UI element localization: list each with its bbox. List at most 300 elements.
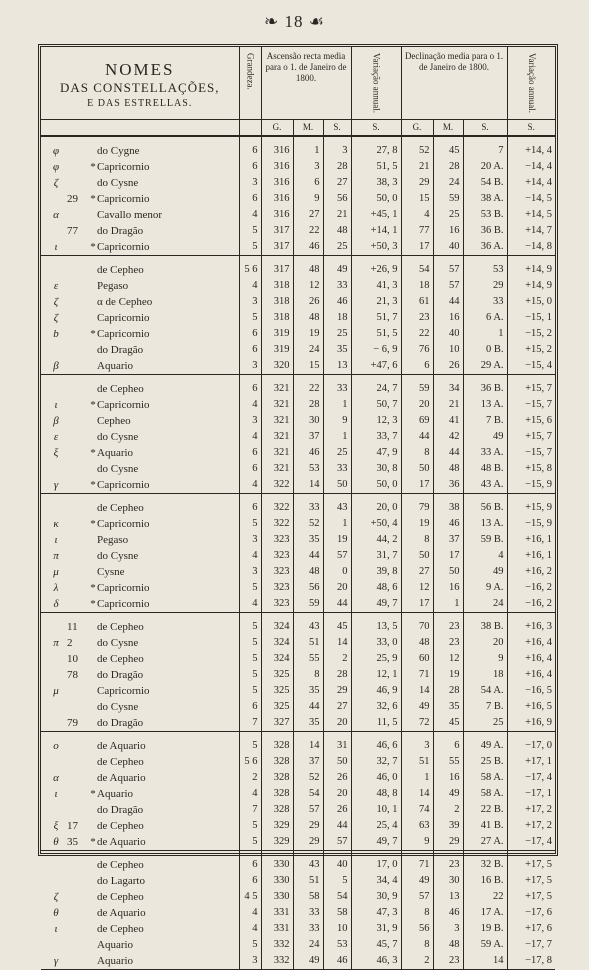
dec-variation-cell: +14, 9 (507, 255, 555, 278)
star-mark: * (90, 787, 96, 800)
variacao-ascensao-subheader: S. (351, 119, 401, 136)
star-name: Cepheo (97, 414, 131, 427)
dec-direction: A. (493, 311, 504, 323)
star-name-cell (41, 596, 239, 613)
ra-variation-cell: 47, 9 (351, 445, 401, 461)
star-name-cell (41, 683, 239, 699)
dec-seconds-value: 36 (480, 240, 492, 252)
dec-seconds-cell (463, 802, 507, 818)
page-number-text: 18 (284, 12, 304, 31)
star-name: de Cepheo (97, 922, 144, 935)
ra-seconds-cell: 21 (323, 207, 351, 223)
ra-minutes-cell: 24 (293, 937, 323, 953)
dec-variation-cell: +16, 2 (507, 564, 555, 580)
magnitude-cell: 5 (239, 580, 261, 596)
ra-minutes-cell: 6 (293, 175, 323, 191)
dec-minutes-cell: 30 (433, 873, 463, 889)
ra-seconds-cell: 40 (323, 850, 351, 873)
dec-seconds-cell (463, 175, 507, 191)
dec-direction: B. (493, 343, 504, 355)
dec-seconds-cell (463, 397, 507, 413)
flamsteed-number: 11 (67, 620, 78, 633)
table-row (41, 445, 555, 461)
ra-seconds-cell: 26 (323, 802, 351, 818)
ra-minutes-cell: 35 (293, 683, 323, 699)
ra-minutes-cell: 46 (293, 445, 323, 461)
dec-seconds-value: 13 (480, 398, 492, 410)
dec-direction: B. (493, 414, 504, 426)
star-name: do Dragão (97, 668, 144, 681)
magnitude-cell: 6 (239, 191, 261, 207)
table-row (41, 699, 555, 715)
dec-degrees-cell: 49 (401, 699, 433, 715)
ra-degrees-cell: 322 (261, 477, 293, 494)
dec-degrees-cell: 27 (401, 564, 433, 580)
ra-variation-cell: 25, 4 (351, 818, 401, 834)
magnitude-cell: 4 (239, 596, 261, 613)
greek-letter: ζ (53, 311, 59, 324)
ra-minutes-cell: 58 (293, 889, 323, 905)
dec-seconds-value: 53 (480, 208, 492, 220)
dec-degrees-cell: 6 (401, 358, 433, 375)
dec-seconds-cell (463, 889, 507, 905)
ra-minutes-cell: 43 (293, 612, 323, 635)
ra-degrees-cell: 322 (261, 516, 293, 532)
ra-degrees-cell: 329 (261, 818, 293, 834)
star-name: Aquario (97, 954, 134, 967)
table-row (41, 953, 555, 970)
magnitude-cell: 6 (239, 374, 261, 397)
star-name: do Dragão (97, 343, 144, 356)
dec-degrees-cell: 76 (401, 342, 433, 358)
dec-minutes-cell: 16 (433, 580, 463, 596)
table-row (41, 651, 555, 667)
ra-minutes-cell: 22 (293, 223, 323, 239)
dec-variation-cell: +17, 5 (507, 873, 555, 889)
star-name: de Aquario (97, 771, 146, 784)
ra-variation-cell: 25, 9 (351, 651, 401, 667)
table-row (41, 255, 555, 278)
table-row (41, 310, 555, 326)
dec-seconds-cell (463, 548, 507, 564)
ra-seconds-cell: 28 (323, 159, 351, 175)
dec-seconds-cell (463, 413, 507, 429)
magnitude-cell: 4 (239, 548, 261, 564)
magnitude-cell: 5 (239, 834, 261, 851)
star-name-cell (41, 937, 239, 953)
dec-seconds-cell (463, 612, 507, 635)
dec-minutes-cell: 13 (433, 889, 463, 905)
dec-seconds-value: 49 (480, 739, 492, 751)
dec-seconds-cell (463, 136, 507, 159)
table-row (41, 596, 555, 613)
dec-direction: B. (493, 176, 504, 188)
star-name: do Dragão (97, 224, 144, 237)
dec-minutes-cell: 57 (433, 278, 463, 294)
star-name: do Cysne (97, 636, 139, 649)
star-name-cell (41, 159, 239, 175)
star-name: do Cysne (97, 549, 139, 562)
dec-minutes-cell: 46 (433, 905, 463, 921)
table-row (41, 850, 555, 873)
ra-minutes-cell: 19 (293, 326, 323, 342)
dec-seconds-value: 25 (493, 716, 504, 728)
dec-seconds-value: 24 (493, 597, 504, 609)
dec-seconds-value: 29 (480, 359, 492, 371)
star-mark: * (90, 835, 96, 848)
ra-degrees-cell: 324 (261, 635, 293, 651)
dec-degrees-cell: 14 (401, 786, 433, 802)
dec-seconds-value: 59 (480, 533, 492, 545)
ra-seconds-cell: 43 (323, 493, 351, 516)
star-name: de Cepheo (97, 501, 144, 514)
ra-degrees-cell: 321 (261, 397, 293, 413)
ra-minutes-cell: 35 (293, 532, 323, 548)
title-line-2: DAS CONSTELLAÇÕES, (59, 80, 220, 95)
ra-degrees-cell: 321 (261, 413, 293, 429)
star-name-cell (41, 834, 239, 851)
dec-degrees-cell: 61 (401, 294, 433, 310)
dec-degrees-cell: 4 (401, 207, 433, 223)
dec-seconds-value: 9 (486, 581, 492, 593)
greek-letter: γ (53, 954, 59, 967)
declinacao-g-subheader: G. (401, 119, 433, 136)
table-row (41, 532, 555, 548)
dec-degrees-cell: 48 (401, 635, 433, 651)
star-name: de Cepheo (97, 382, 144, 395)
table-row (41, 786, 555, 802)
dec-minutes-cell: 23 (433, 635, 463, 651)
ra-degrees-cell: 317 (261, 255, 293, 278)
star-name-cell (41, 477, 239, 494)
ra-variation-cell: 46, 9 (351, 683, 401, 699)
ra-variation-cell: 51, 5 (351, 159, 401, 175)
greek-letter: ε (53, 430, 59, 443)
greek-letter: φ (52, 160, 60, 173)
star-name: do Cysne (97, 176, 139, 189)
ra-variation-cell: +50, 4 (351, 516, 401, 532)
greek-letter: β (53, 414, 59, 427)
dec-variation-cell: +17, 1 (507, 754, 555, 770)
magnitude-cell: 7 (239, 715, 261, 732)
star-name: Capricornio (97, 398, 150, 411)
star-name-cell (41, 255, 239, 278)
star-name: de Cepheo (97, 755, 144, 768)
star-name-cell (41, 905, 239, 921)
star-name: Aquario (97, 787, 134, 800)
dec-variation-cell: −16, 5 (507, 683, 555, 699)
star-name-cell (41, 326, 239, 342)
ra-variation-cell: +45, 1 (351, 207, 401, 223)
ra-degrees-cell: 328 (261, 786, 293, 802)
dec-variation-cell: −14, 4 (507, 159, 555, 175)
ra-minutes-cell: 57 (293, 802, 323, 818)
dec-minutes-cell: 16 (433, 770, 463, 786)
ra-minutes-cell: 48 (293, 255, 323, 278)
dec-minutes-cell: 37 (433, 532, 463, 548)
dec-minutes-cell: 24 (433, 175, 463, 191)
dec-degrees-cell: 2 (401, 953, 433, 970)
ra-seconds-cell: 35 (323, 342, 351, 358)
dec-degrees-cell: 57 (401, 889, 433, 905)
dec-seconds-cell (463, 596, 507, 613)
greek-letter: ξ (53, 446, 59, 459)
dec-seconds-cell (463, 278, 507, 294)
ra-minutes-cell: 30 (293, 413, 323, 429)
star-name-cell (41, 802, 239, 818)
magnitude-cell: 6 (239, 326, 261, 342)
greek-letter: ι (54, 240, 58, 253)
magnitude-cell: 6 (239, 342, 261, 358)
star-name: de Cepheo (97, 819, 144, 832)
dec-minutes-cell: 38 (433, 493, 463, 516)
ra-seconds-cell: 25 (323, 326, 351, 342)
ornament-right-icon: ☙ (303, 12, 325, 31)
dec-seconds-value: 7 (498, 144, 504, 156)
dec-direction: A. (493, 771, 504, 783)
dec-seconds-cell (463, 358, 507, 375)
dec-variation-cell: +15, 2 (507, 342, 555, 358)
magnitude-cell: 4 (239, 278, 261, 294)
dec-variation-cell: +15, 0 (507, 294, 555, 310)
dec-variation-cell: +17, 6 (507, 921, 555, 937)
ra-degrees-cell: 321 (261, 461, 293, 477)
dec-seconds-cell (463, 850, 507, 873)
ra-variation-cell: 44, 2 (351, 532, 401, 548)
dec-seconds-cell (463, 770, 507, 786)
dec-variation-cell: −17, 4 (507, 834, 555, 851)
greek-letter: ι (54, 398, 58, 411)
dec-minutes-cell: 55 (433, 754, 463, 770)
magnitude-cell: 5 (239, 683, 261, 699)
ra-minutes-cell: 26 (293, 294, 323, 310)
magnitude-cell: 5 6 (239, 255, 261, 278)
table-row (41, 580, 555, 596)
dec-minutes-cell: 39 (433, 818, 463, 834)
dec-direction: A. (493, 906, 504, 918)
ra-minutes-cell: 33 (293, 921, 323, 937)
dec-seconds-value: 29 (493, 279, 504, 291)
dec-minutes-cell: 6 (433, 731, 463, 754)
dec-degrees-cell: 18 (401, 278, 433, 294)
star-name-cell (41, 207, 239, 223)
ra-variation-cell: 27, 8 (351, 136, 401, 159)
star-name: do Cysne (97, 430, 139, 443)
ra-variation-cell: +50, 3 (351, 239, 401, 256)
dec-variation-cell: +16, 1 (507, 532, 555, 548)
ra-degrees-cell: 330 (261, 873, 293, 889)
table-row (41, 754, 555, 770)
dec-variation-cell: −17, 8 (507, 953, 555, 970)
dec-seconds-cell (463, 294, 507, 310)
star-name-cell (41, 223, 239, 239)
greek-letter: φ (52, 144, 60, 157)
dec-minutes-cell: 10 (433, 342, 463, 358)
table-row (41, 612, 555, 635)
dec-degrees-cell: 77 (401, 223, 433, 239)
variacao-ascensao-header: Variação annual. (351, 47, 401, 119)
magnitude-cell: 5 (239, 667, 261, 683)
ra-minutes-cell: 14 (293, 477, 323, 494)
title-line-1: NOMES (104, 60, 175, 79)
dec-seconds-cell (463, 667, 507, 683)
ra-degrees-cell: 330 (261, 889, 293, 905)
dec-minutes-cell: 48 (433, 937, 463, 953)
dec-seconds-value: 38 (480, 620, 492, 632)
magnitude-cell: 2 (239, 770, 261, 786)
star-name-cell (41, 445, 239, 461)
dec-degrees-cell: 74 (401, 802, 433, 818)
ra-degrees-cell: 330 (261, 850, 293, 873)
dec-degrees-cell: 79 (401, 493, 433, 516)
ra-seconds-cell: 53 (323, 937, 351, 953)
ra-variation-cell: 48, 8 (351, 786, 401, 802)
dec-variation-cell: +14, 9 (507, 278, 555, 294)
flamsteed-number: 78 (67, 668, 78, 681)
star-name-cell (41, 342, 239, 358)
ra-variation-cell: +14, 1 (351, 223, 401, 239)
dec-seconds-cell (463, 683, 507, 699)
dec-seconds-value: 56 (480, 501, 492, 513)
dec-seconds-value: 49 (493, 430, 504, 442)
table-row (41, 889, 555, 905)
dec-seconds-value: 17 (480, 906, 492, 918)
dec-variation-cell: +15, 7 (507, 374, 555, 397)
dec-minutes-cell: 45 (433, 715, 463, 732)
dec-direction: B. (493, 755, 504, 767)
magnitude-cell: 3 (239, 532, 261, 548)
dec-direction: B. (493, 462, 504, 474)
dec-direction: B. (493, 501, 504, 513)
dec-seconds-value: 38 (480, 192, 492, 204)
ra-seconds-cell: 10 (323, 921, 351, 937)
star-name: Capricornio (97, 517, 150, 530)
ornament-left-icon: ❧ (264, 12, 285, 31)
dec-seconds-value: 43 (480, 478, 492, 490)
dec-direction: A. (493, 398, 504, 410)
table-row (41, 239, 555, 256)
dec-seconds-cell (463, 564, 507, 580)
ra-degrees-cell: 323 (261, 532, 293, 548)
dec-direction: A. (493, 359, 504, 371)
title-line-3: E DAS ESTRELLAS. (87, 98, 193, 109)
dec-seconds-cell (463, 953, 507, 970)
ra-variation-cell: +26, 9 (351, 255, 401, 278)
ra-degrees-cell: 317 (261, 239, 293, 256)
dec-variation-cell: −17, 6 (507, 905, 555, 921)
star-name-cell (41, 191, 239, 207)
magnitude-cell: 5 6 (239, 754, 261, 770)
dec-degrees-cell: 22 (401, 326, 433, 342)
star-name: de Cepheo (97, 263, 144, 276)
table-row (41, 159, 555, 175)
dec-variation-cell: +17, 5 (507, 889, 555, 905)
magnitude-cell: 6 (239, 873, 261, 889)
dec-degrees-cell: 15 (401, 191, 433, 207)
ra-minutes-cell: 1 (293, 136, 323, 159)
magnitude-cell: 6 (239, 850, 261, 873)
dec-seconds-value: 41 (480, 819, 492, 831)
greek-letter: ε (53, 279, 59, 292)
ra-degrees-cell: 318 (261, 278, 293, 294)
magnitude-cell: 4 (239, 477, 261, 494)
star-name: do Dragão (97, 803, 144, 816)
ra-degrees-cell: 328 (261, 754, 293, 770)
dec-degrees-cell: 17 (401, 477, 433, 494)
ra-variation-cell: 51, 7 (351, 310, 401, 326)
ra-degrees-cell: 316 (261, 175, 293, 191)
dec-degrees-cell: 72 (401, 715, 433, 732)
star-mark: * (90, 240, 96, 253)
greek-letter: π (53, 636, 59, 649)
dec-seconds-value: 58 (480, 771, 492, 783)
magnitude-cell: 5 (239, 731, 261, 754)
ra-variation-cell: 47, 3 (351, 905, 401, 921)
star-name: de Aquario (97, 906, 146, 919)
dec-degrees-cell: 23 (401, 310, 433, 326)
table-row (41, 873, 555, 889)
ra-degrees-cell: 331 (261, 921, 293, 937)
dec-direction: A. (493, 739, 504, 751)
dec-direction: A. (493, 517, 504, 529)
ra-seconds-cell: 58 (323, 905, 351, 921)
dec-variation-cell: +17, 5 (507, 850, 555, 873)
dec-direction: A. (493, 446, 504, 458)
greek-letter: μ (53, 684, 59, 697)
grandeza-header: Grandeza. (239, 47, 261, 119)
star-name: Capricornio (97, 597, 150, 610)
star-name: Capricornio (97, 478, 150, 491)
dec-direction: B. (493, 858, 504, 870)
greek-letter: b (53, 327, 59, 340)
ra-minutes-cell: 15 (293, 358, 323, 375)
dec-seconds-value: 22 (493, 890, 504, 902)
ra-degrees-cell: 327 (261, 715, 293, 732)
dec-minutes-cell: 28 (433, 683, 463, 699)
table-row (41, 191, 555, 207)
dec-minutes-cell: 45 (433, 136, 463, 159)
star-name: de Aquario (97, 739, 146, 752)
greek-letter: ζ (53, 176, 59, 189)
ra-minutes-cell: 46 (293, 239, 323, 256)
star-mark: * (90, 160, 96, 173)
ascensao-s-subheader: S. (323, 119, 351, 136)
table-row (41, 477, 555, 494)
dec-degrees-cell: 17 (401, 596, 433, 613)
ra-seconds-cell: 29 (323, 683, 351, 699)
dec-variation-cell: +15, 6 (507, 413, 555, 429)
dec-degrees-cell: 69 (401, 413, 433, 429)
magnitude-cell: 3 (239, 358, 261, 375)
dec-direction: B. (493, 700, 504, 712)
star-name: Capricornio (97, 160, 150, 173)
dec-variation-cell: +16, 4 (507, 667, 555, 683)
variacao-declinacao-subheader: S. (507, 119, 555, 136)
ra-seconds-cell: 5 (323, 873, 351, 889)
greek-letter: δ (53, 597, 59, 610)
dec-direction: A. (493, 478, 504, 490)
dec-variation-cell: +15, 8 (507, 461, 555, 477)
dec-seconds-cell (463, 532, 507, 548)
dec-variation-cell: +15, 9 (507, 493, 555, 516)
ra-seconds-cell: 33 (323, 278, 351, 294)
magnitude-cell: 5 (239, 651, 261, 667)
ra-minutes-cell: 28 (293, 397, 323, 413)
star-name: de Cepheo (97, 652, 144, 665)
ra-degrees-cell: 317 (261, 223, 293, 239)
star-name: Capricornio (97, 327, 150, 340)
dec-seconds-value: 32 (480, 858, 492, 870)
